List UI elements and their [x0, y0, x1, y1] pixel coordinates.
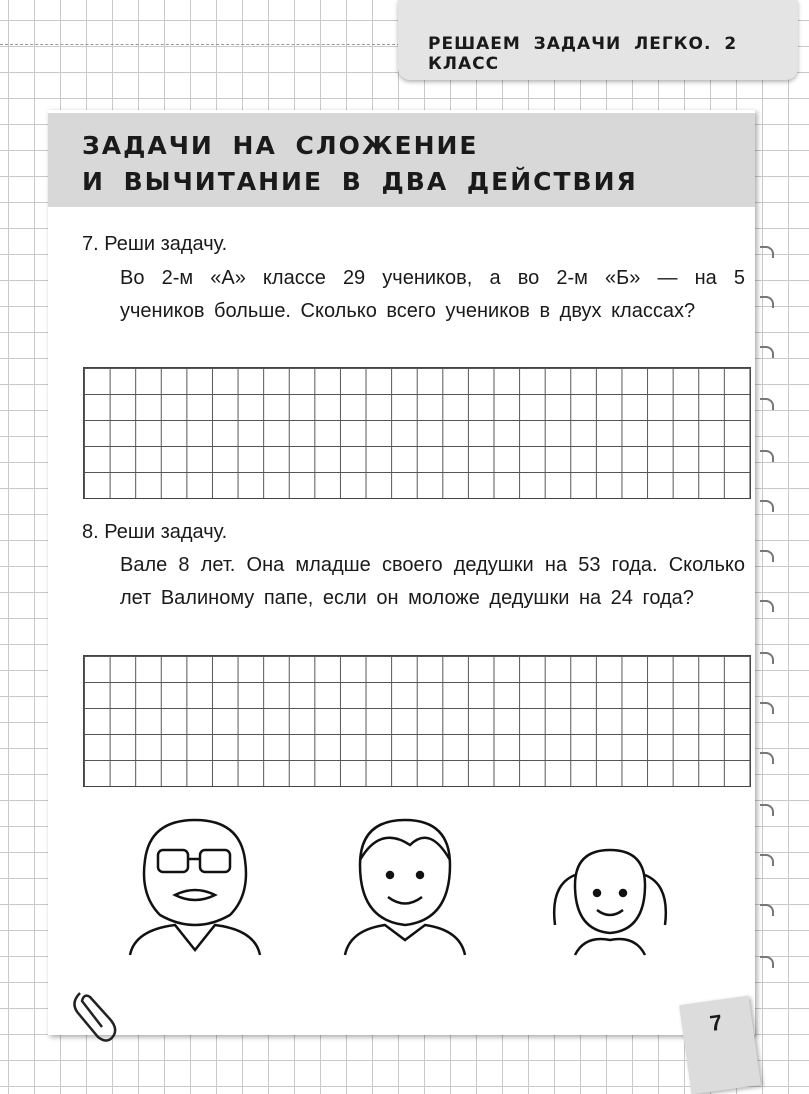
ring-icon	[760, 752, 774, 764]
header-divider	[0, 44, 400, 45]
ring-icon	[760, 956, 774, 968]
task-7-text: Во 2-м «А» классе 29 учеников, а во 2-м «Б» — на 5 учеников больше. Сколько всего учеников в двух классах?	[120, 267, 745, 322]
task-7-label: 7. Реши задачу.	[82, 233, 228, 255]
task-8-text: Вале 8 лет. Она младше своего дедушки на 53 года. Сколько лет Валиному папе, если он моложе дедушки на 24 года?	[120, 554, 745, 609]
ring-icon	[760, 702, 774, 714]
section-title-line2: И ВЫЧИТАНИЕ В ДВА ДЕЙСТВИЯ	[82, 167, 638, 196]
ring-icon	[760, 600, 774, 612]
ring-icon	[760, 804, 774, 816]
ring-icon	[760, 246, 774, 258]
page-number-tab	[679, 996, 761, 1094]
book-title-tab	[398, 0, 798, 80]
grandfather-drawing	[130, 820, 260, 955]
characters-illustration	[120, 815, 690, 965]
page-number: 7	[708, 1009, 724, 1037]
girl-drawing	[554, 850, 666, 955]
task-7-answer-grid[interactable]	[83, 367, 751, 499]
section-banner	[48, 113, 755, 207]
section-title-line1: ЗАДАЧИ НА СЛОЖЕНИЕ	[82, 131, 479, 160]
ring-icon	[760, 550, 774, 562]
ring-icon	[760, 500, 774, 512]
ring-icon	[760, 398, 774, 410]
ring-icon	[760, 296, 774, 308]
book-title: РЕШАЕМ ЗАДАЧИ ЛЕГКО. 2 КЛАСС	[428, 34, 738, 74]
boy-drawing	[345, 820, 465, 955]
task-8-label: 8. Реши задачу.	[82, 521, 228, 543]
ring-icon	[760, 904, 774, 916]
ring-icon	[760, 854, 774, 866]
paperclip-icon	[68, 985, 128, 1045]
ring-icon	[760, 450, 774, 462]
ring-icon	[760, 346, 774, 358]
task-8-answer-grid[interactable]	[83, 655, 751, 787]
ring-icon	[760, 652, 774, 664]
